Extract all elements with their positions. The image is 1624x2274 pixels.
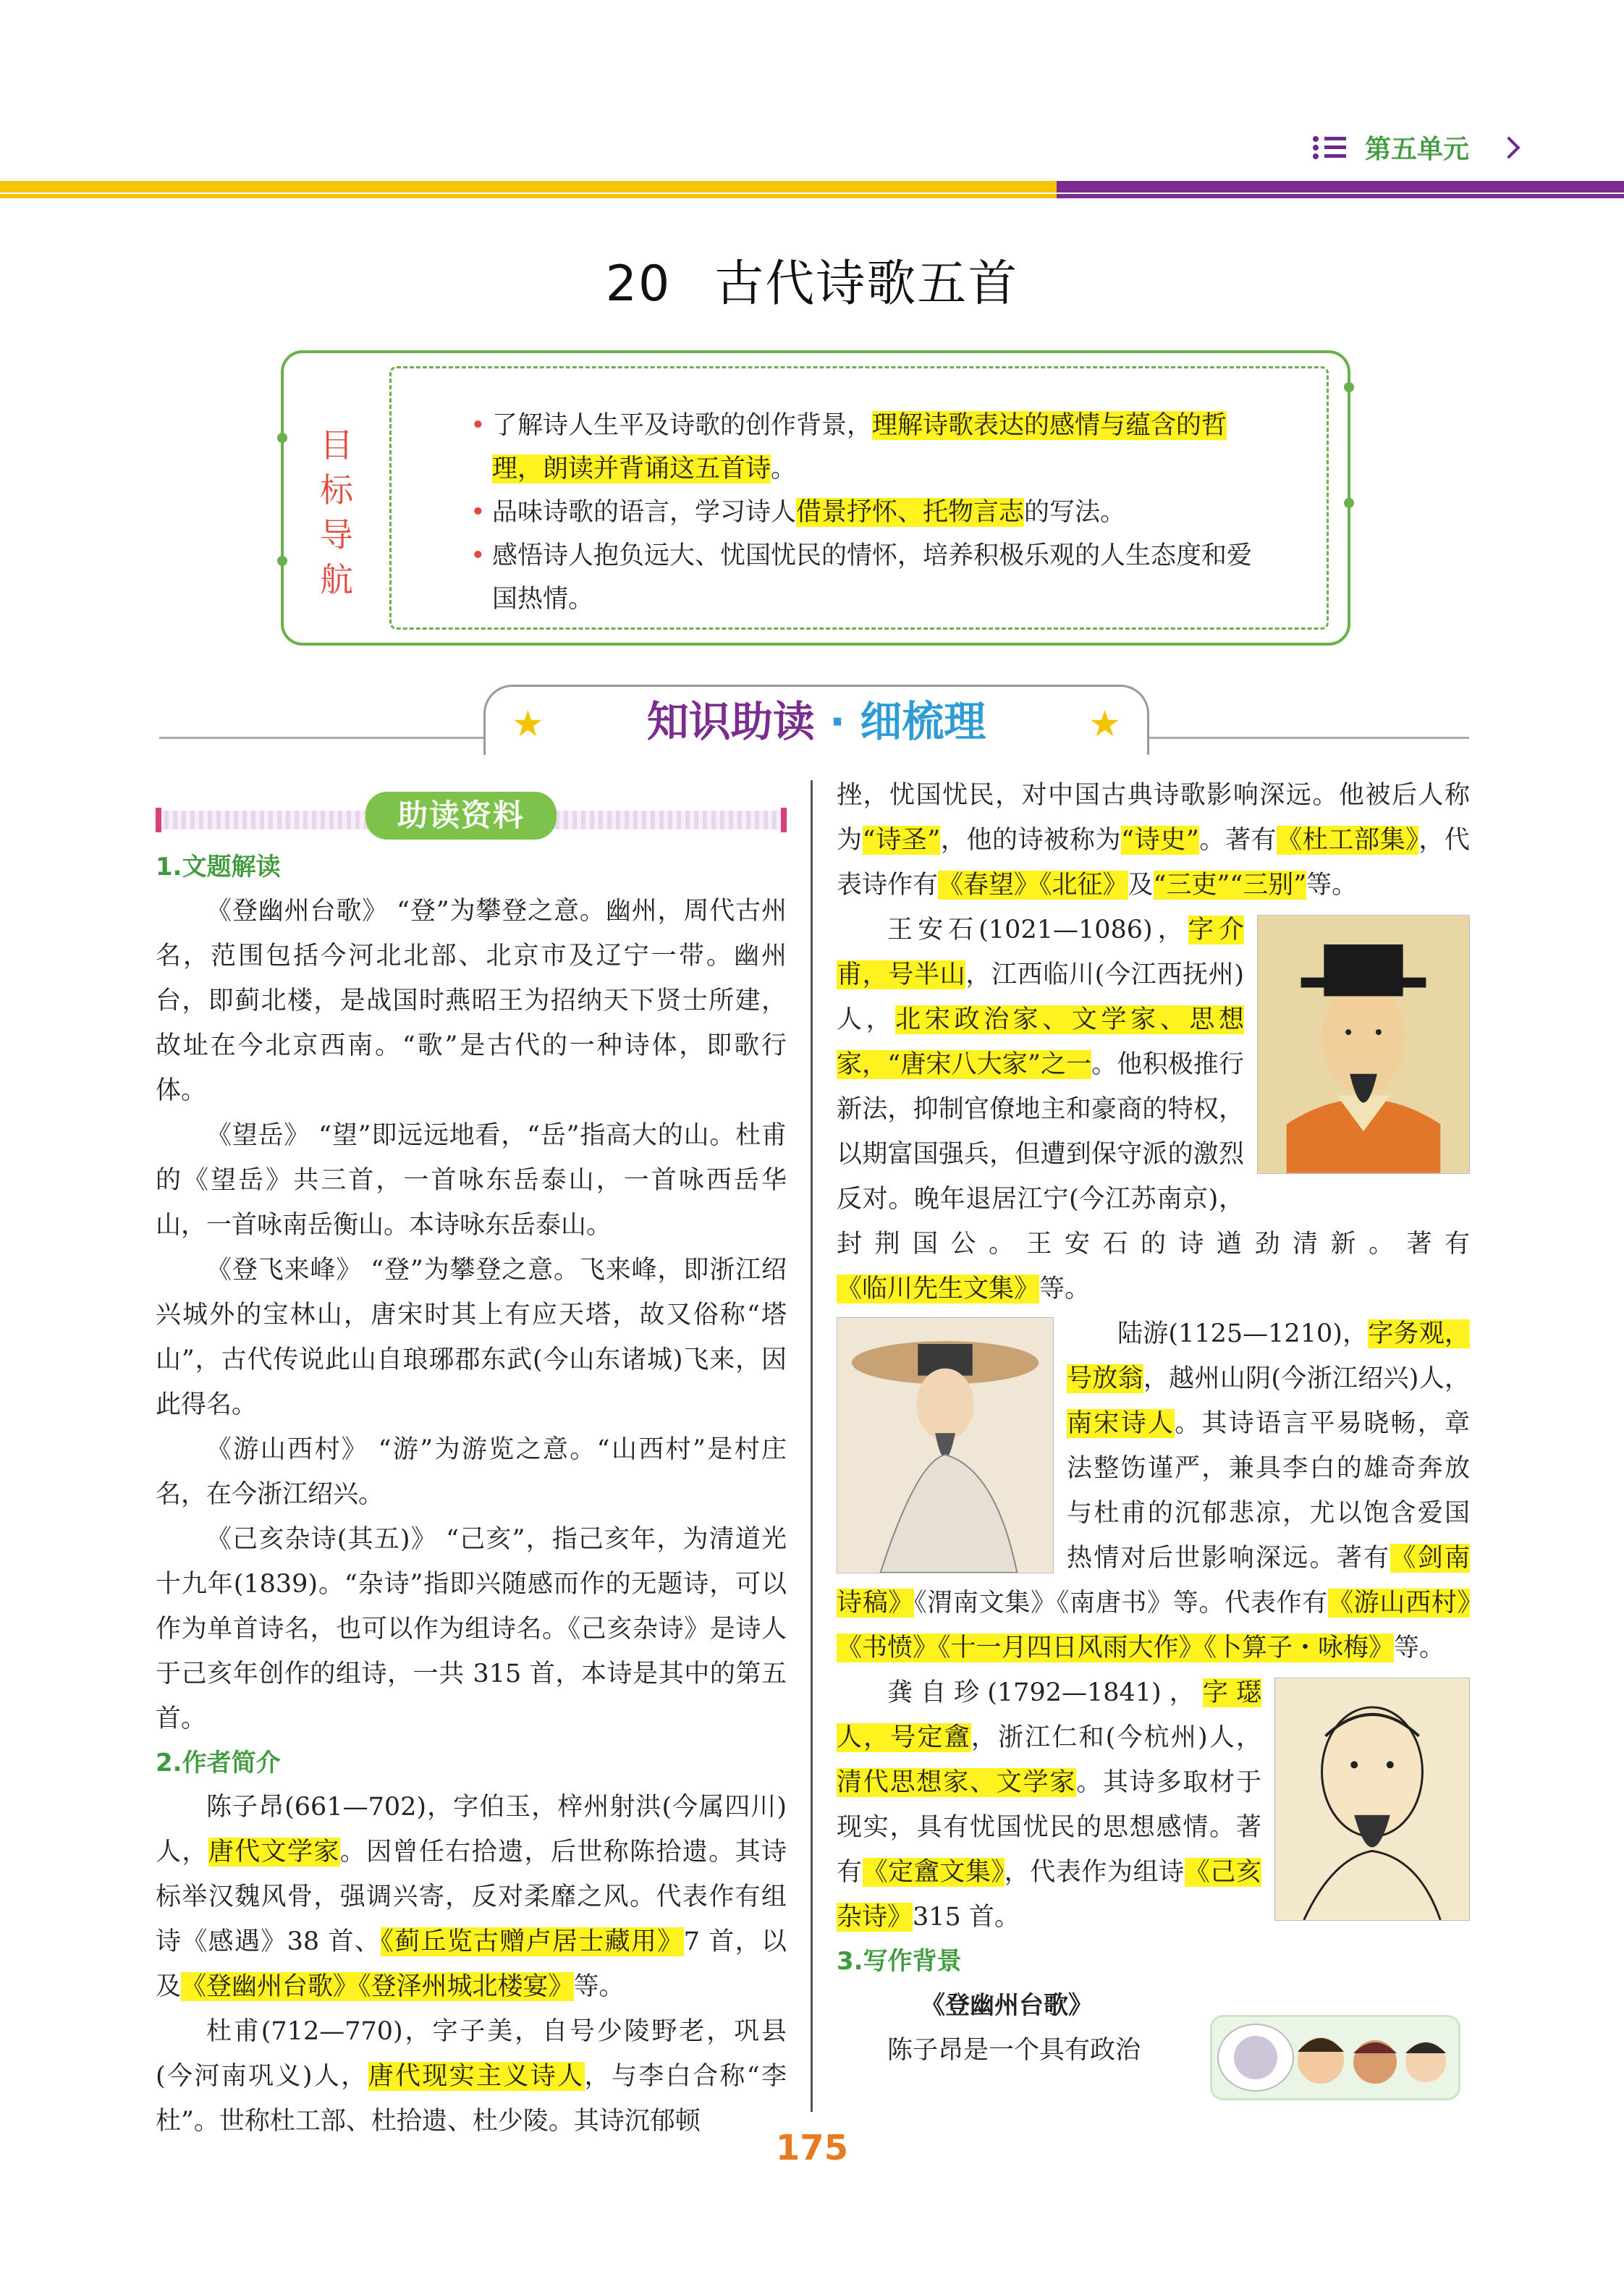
goal-item: • 品味诗歌的语言，学习诗人借景抒怀、托物言志的写法。 [470, 491, 1252, 534]
author-lu-you: 陆游(1125—1210)，字务观，号放翁，越州山阴(今浙江绍兴)人，南宋诗人。其诗语言平易晓畅，章法整饬谨严，兼具李白的雄奇奔放与杜甫的沉郁悲凉，尤以饱含爱国热情对后世影响深远。著有《剑南诗稿》《渭南文集》《南唐书》等。代表作有《游山西村》《书愤》《十一月四日风雨大作》《卜算子・咏梅》等。 [837, 1319, 1470, 1662]
left-column [156, 773, 787, 2144]
author-chen-ziang: 陈子昂(661—702)，字伯玉，梓州射洪(今属四川)人，唐代文学家。因曾任右拾遗，后世称陈拾遗。其诗标举汉魏风骨，强调兴寄，反对柔靡之风。代表作有组诗《感遇》38 首、《蓟丘览古赠卢居士藏用》7 首，以及《登幽州台歌》《登泽州城北楼宴》等。 [156, 1793, 787, 2001]
author-du-fu: 杜甫(712—770)，字子美，自号少陵野老，巩县(今河南巩义)人，唐代现实主义诗人，与李白合称“李杜”。世称杜工部、杜拾遗、杜少陵。其诗沉郁顿 [156, 2017, 787, 2136]
reference-header [156, 773, 787, 845]
subhead-title-interpretation: 1.文题解读 [156, 853, 281, 882]
background-text: 陈子昂是一个具有政治 [887, 2036, 1141, 2065]
section-title-part2: 细梳理 [860, 697, 986, 746]
section-title-part1: 知识助读 [646, 697, 815, 746]
frame-dot [1344, 382, 1354, 392]
background-poem-title: 《登幽州台歌》 [921, 1991, 1093, 2020]
author-wang-anshi: 王安石(1021—1086)，字介甫，号半山，江西临川(今江西抚州)人，北宋政治家、文学家、思想家，“唐宋八大家”之一。他积极推行新法，抑制官僚地主和豪商的特权，以期富国强兵，但遭到保守派的激烈反对。晚年退居江宁(今江苏南京)，封荆国公。王安石的诗遒劲清新。著有《临川先生文集》等。 [837, 916, 1470, 1303]
frame-dot [277, 556, 287, 566]
header-band-purple [1057, 181, 1624, 193]
frame-dot [1344, 498, 1354, 508]
gong-zizhen-portrait [1274, 1678, 1470, 1921]
unit-label[interactable]: 第五单元 [1364, 135, 1469, 164]
paragraph: 《游山西村》 “游”为游览之意。“山西村”是村庄名，在今浙江绍兴。 [156, 1435, 787, 1509]
paragraph: 《望岳》 “望”即远远地看，“岳”指高大的山。杜甫的《望岳》共三首，一首咏东岳泰山，一首咏西岳华山，一首咏南岳衡山。本诗咏东岳泰山。 [156, 1121, 787, 1240]
column-divider [811, 780, 813, 2112]
paragraph: 《登幽州台歌》 “登”为攀登之意。幽州，周代古州名，范围包括今河北北部、北京市及辽宁一带。幽州台，即蓟北楼，是战国时燕昭王为招纳天下贤士所建，故址在今北京西南。“歌”是古代的一种诗体，即歌行体。 [156, 897, 787, 1105]
author-gong-zizhen: 龚自珍(1792—1841)，字璱人，号定盦，浙江仁和(今杭州)人，清代思想家、文学家。其诗多取材于现实，具有忧国忧民的思想感情。著有《定盦文集》，代表作为组诗《己亥杂诗》315 首。 [837, 1678, 1261, 1932]
goals-label: 目 标 导 航 [320, 426, 353, 599]
header-band-yellow [0, 181, 1057, 193]
goals-list [470, 404, 1252, 621]
star-icon: ★ [1088, 703, 1121, 745]
paragraph: 《登飞来峰》 “登”为攀登之意。飞来峰，即浙江绍兴城外的宝林山，唐宋时其上有应天塔，故又俗称“塔山”，古代传说此山自琅琊郡东武(今山东诸城)飞来，因此得名。 [156, 1256, 787, 1419]
goal-item: • 感悟诗人抱负远大、忧国忧民的情怀，培养积极乐观的人生态度和爱国热情。 [470, 534, 1252, 621]
page-number: 175 [775, 2128, 849, 2168]
subhead-writing-background: 3.写作背景 [837, 1947, 962, 1976]
lesson-number: 20 [605, 255, 672, 313]
goal-item: • 了解诗人生平及诗歌的创作背景，理解诗歌表达的感情与蕴含的哲理，朗读并背诵这五首诗。 [470, 404, 1252, 491]
goals-box [281, 350, 1350, 646]
author-du-fu-cont: 挫，忧国忧民，对中国古典诗歌影响深远。他被后人称为“诗圣”，他的诗被称为“诗史”。著有《杜工部集》，代表诗作有《春望》《北征》及“三吏”“三别”等。 [837, 781, 1470, 900]
header-band-purple-thin [1057, 194, 1624, 198]
lesson-title-text: 古代诗歌五首 [714, 255, 1019, 313]
star-icon: ★ [512, 703, 544, 745]
lesson-title [0, 245, 1624, 315]
list-icon[interactable] [1313, 135, 1346, 161]
frame-dot [277, 433, 287, 443]
subhead-author-intro: 2.作者简介 [156, 1749, 281, 1778]
right-column [837, 773, 1470, 2073]
chevron-right-icon[interactable] [1497, 136, 1520, 158]
cartoon-illustration [1210, 2015, 1460, 2100]
wang-anshi-portrait [1257, 915, 1470, 1174]
section-title-sep: · [814, 697, 860, 746]
lu-you-portrait [837, 1317, 1054, 1573]
unit-nav[interactable] [1313, 129, 1517, 166]
header-band-yellow-thin [0, 194, 1057, 198]
paragraph: 《己亥杂诗(其五)》 “己亥”，指己亥年，为清道光十九年(1839)。“杂诗”指即兴随感而作的无题诗，可以作为单首诗名，也可以作为组诗名。《己亥杂诗》是诗人于己亥年创作的组诗，一共 315 首，本诗是其中的第五首。 [156, 1525, 787, 1733]
section-banner [483, 685, 1149, 755]
reference-badge: 助读资料 [365, 792, 557, 840]
